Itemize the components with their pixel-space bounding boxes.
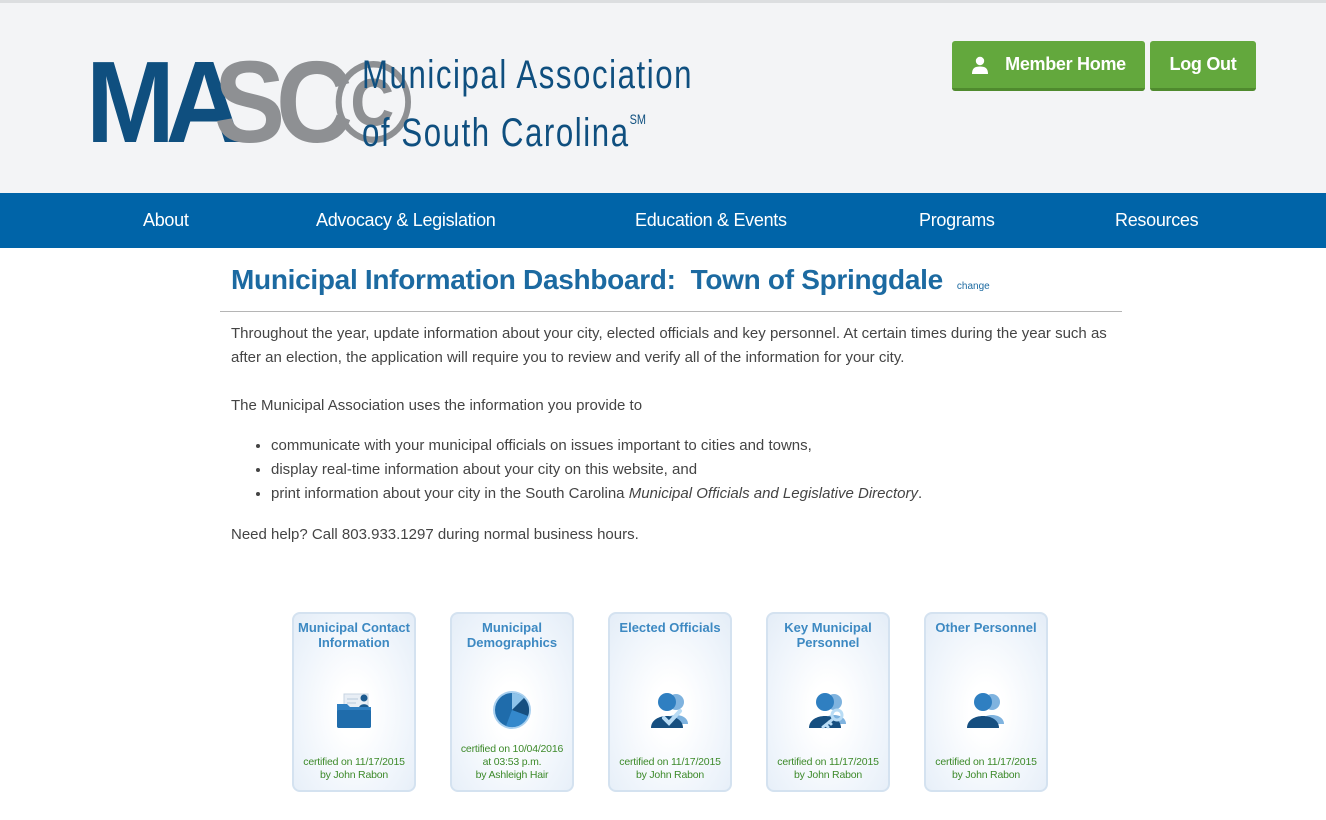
pie-chart-icon bbox=[490, 688, 534, 732]
cert-by: by John Rabon bbox=[793, 769, 863, 781]
intro-paragraph: Throughout the year, update information about your city, elected officials and key personnel. At certain times during the year such as after an election, the application will require you to review and verify all of the information for your city. bbox=[231, 325, 1107, 366]
list-item bbox=[271, 482, 1122, 506]
users-check-icon bbox=[648, 688, 692, 732]
member-home-button[interactable] bbox=[952, 41, 1145, 91]
masc-logo[interactable] bbox=[86, 37, 786, 167]
tile-title: Municipal Contact Information bbox=[298, 620, 410, 650]
member-home-label: Member Home bbox=[1005, 54, 1126, 74]
tile-title: Elected Officials bbox=[619, 620, 721, 635]
cert-date: certified on 11/17/2015 bbox=[935, 756, 1037, 768]
tile-elected-officials[interactable] bbox=[608, 612, 732, 792]
logo-line-2 bbox=[362, 97, 693, 155]
intro-section bbox=[220, 312, 1122, 547]
certification-status bbox=[294, 756, 414, 782]
logo-mark bbox=[86, 37, 404, 167]
uses-lead: The Municipal Association uses the information you provide to bbox=[231, 397, 643, 414]
nav-item-education-events[interactable]: Education & Events bbox=[635, 210, 787, 230]
cert-by: by John Rabon bbox=[951, 769, 1021, 781]
tile-title: Other Personnel bbox=[935, 620, 1037, 635]
list-item: • display real-time information about your city on this website, and bbox=[271, 458, 1122, 482]
nav-item-programs[interactable]: Programs bbox=[919, 210, 995, 230]
tile-municipal-demographics[interactable] bbox=[450, 612, 574, 792]
logo-line-1: Municipal Association bbox=[362, 53, 694, 97]
cert-by: by John Rabon bbox=[319, 769, 389, 781]
cert-date: certified on 11/17/2015 bbox=[619, 756, 721, 768]
cert-date: certified on 11/17/2015 bbox=[777, 756, 879, 768]
certification-status bbox=[610, 756, 730, 782]
users-key-icon bbox=[806, 688, 850, 732]
directory-title: Municipal Officials and Legislative Directory bbox=[628, 485, 918, 502]
main-content bbox=[220, 248, 1122, 571]
certification-status bbox=[768, 756, 888, 782]
title-row bbox=[220, 248, 1122, 312]
nav-item-advocacy-legislation[interactable]: Advocacy & Legislation bbox=[316, 210, 496, 230]
change-municipality-link[interactable]: change bbox=[956, 281, 990, 292]
user-icon bbox=[971, 56, 989, 74]
folder-contact-icon bbox=[332, 688, 376, 732]
tile-municipal-contact-information[interactable] bbox=[292, 612, 416, 792]
cert-by: by John Rabon bbox=[635, 769, 705, 781]
page-title: Municipal Information Dashboard: Town of Springdale bbox=[231, 264, 943, 295]
tile-title: Key Municipal Personnel bbox=[784, 620, 872, 650]
logo-line-2-text: of South Carolina bbox=[362, 111, 630, 155]
tile-key-municipal-personnel[interactable] bbox=[766, 612, 890, 792]
certification-status bbox=[926, 756, 1046, 782]
nav-item-about[interactable]: About bbox=[143, 210, 189, 230]
list-item: • communicate with your municipal officials on issues important to cities and towns, bbox=[271, 434, 1122, 458]
service-mark: SM bbox=[629, 111, 646, 127]
list-item-tail: . bbox=[918, 485, 923, 502]
cert-date: certified on 10/04/2016 bbox=[460, 743, 564, 755]
log-out-label: Log Out bbox=[1169, 54, 1237, 74]
dashboard-tiles bbox=[292, 612, 1048, 792]
site-header bbox=[0, 3, 1326, 193]
users-icon bbox=[964, 688, 1008, 732]
cert-by: by Ashleigh Hair bbox=[475, 769, 549, 781]
list-item-text: print information about your city in the South Carolina bbox=[271, 485, 629, 502]
uses-list bbox=[271, 434, 1122, 506]
certification-status bbox=[452, 743, 572, 782]
help-text: Need help? Call 803.933.1297 during normal business hours. bbox=[231, 526, 639, 543]
nav-item-resources[interactable]: Resources bbox=[1115, 210, 1199, 230]
log-out-button[interactable] bbox=[1150, 41, 1256, 91]
main-nav bbox=[0, 193, 1326, 248]
logo-mark-ma: MA bbox=[86, 37, 234, 167]
logo-wordmark bbox=[362, 53, 693, 155]
logo-mark-sc: SC bbox=[214, 37, 344, 167]
logo-copyright: © bbox=[334, 37, 404, 167]
cert-date: certified on 11/17/2015 bbox=[303, 756, 405, 768]
tile-other-personnel[interactable] bbox=[924, 612, 1048, 792]
tile-title: Municipal Demographics bbox=[466, 620, 558, 650]
cert-time: at 03:53 p.m. bbox=[482, 756, 542, 768]
